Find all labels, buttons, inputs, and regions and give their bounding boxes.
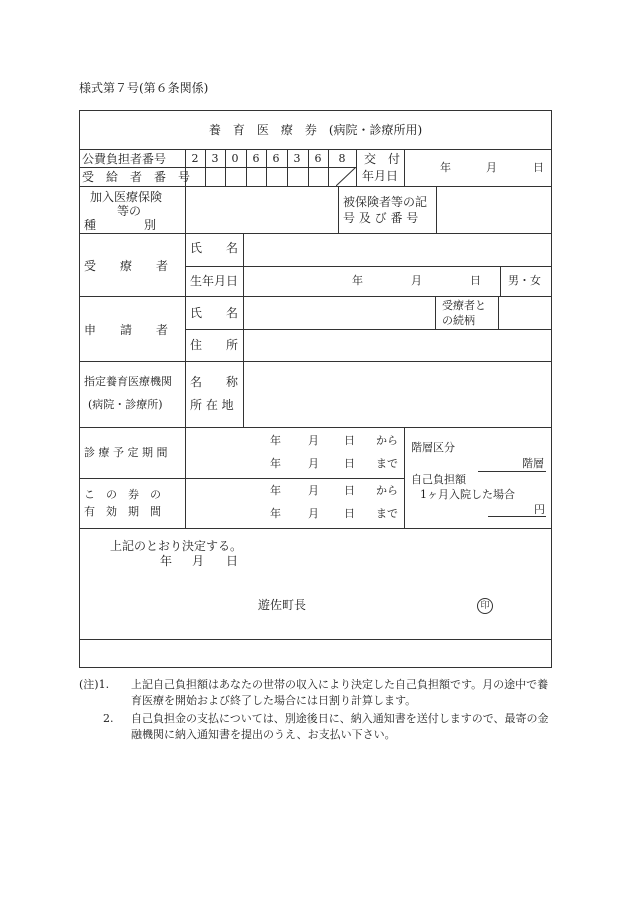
validity-from: から <box>376 484 398 497</box>
period-month: 月 <box>308 457 319 470</box>
insurance-label-2: 等の <box>117 204 142 218</box>
applicant-label: 申 請 者 <box>84 323 169 337</box>
patient-label: 受 療 者 <box>84 259 169 273</box>
form-number: 様式第７号(第６条関係) <box>79 81 209 95</box>
note-text: 自己負担金の支払については、別途後日に、納入通知書を送付しますので、最寄の金融機関に納入通知書を提出のうえ、お支払い下さい。 <box>131 711 549 741</box>
note-item <box>79 677 559 709</box>
payer-digit: 3 <box>211 152 219 165</box>
payer-digit: 0 <box>231 152 239 165</box>
treatment-period-label: 診 療 予 定 期 間 <box>84 446 168 459</box>
insured-symbol-label: 被保険者等の記 <box>343 195 428 209</box>
payer-digit: 6 <box>272 152 280 165</box>
seal-icon: 印 <box>477 598 493 614</box>
validity-year: 年 <box>270 507 281 520</box>
validity-until: まで <box>376 507 398 520</box>
period-until: まで <box>376 457 398 470</box>
payer-digit: 6 <box>314 152 322 165</box>
address-label: 住 所 <box>190 338 239 352</box>
decision-day: 日 <box>226 554 239 568</box>
validity-period-label: 有 効 期 間 <box>84 505 161 518</box>
sex-option: 男・女 <box>508 274 541 287</box>
insurance-label: 加入医療保険 <box>90 190 163 204</box>
period-month: 月 <box>308 434 319 447</box>
copay-yen-unit: 円 <box>534 503 545 516</box>
relation-label-2: の続柄 <box>442 314 475 327</box>
decision-text: 上記のとおり決定する。 <box>110 539 243 553</box>
period-year: 年 <box>270 434 281 447</box>
applicant-name-label: 氏 名 <box>190 306 239 320</box>
mayor-title: 遊佐町長 <box>258 598 307 612</box>
copay-label: 自己負担額 <box>411 473 466 486</box>
note-text: 上記自己負担額はあなたの世帯の収入により決定した自己負担額です。月の途中で養育医療を開始および終了した場合には日割り計算します。 <box>131 678 549 707</box>
period-day: 日 <box>344 457 355 470</box>
dob-year: 年 <box>352 274 363 287</box>
validity-day: 日 <box>344 484 355 497</box>
validity-day: 日 <box>344 507 355 520</box>
recipient-number-label: 受 給 者 番 号 <box>82 170 191 184</box>
voucher-title: 養 育 医 療 券 (病院・診療所用) <box>208 123 423 137</box>
relation-label: 受療者と <box>442 299 486 312</box>
decision-year: 年 <box>160 554 173 568</box>
patient-name-label: 氏 名 <box>190 241 239 255</box>
public-payer-label: 公費負担者番号 <box>82 152 167 166</box>
institution-type-label: (病院・診療所) <box>88 398 163 411</box>
inst-name-label: 名 称 <box>190 375 239 389</box>
institution-label: 指定養育医療機関 <box>84 375 172 388</box>
insured-number-label: 号 及 び 番 号 <box>343 211 419 225</box>
note-number: (注)1. <box>79 678 110 691</box>
income-class-label: 階層区分 <box>411 441 455 454</box>
note-item <box>79 711 559 743</box>
issue-year: 年 <box>440 161 451 174</box>
issue-label: 交 付 <box>364 152 401 166</box>
income-class-unit: 階層 <box>522 457 544 470</box>
insurance-type-label: 種 別 <box>84 218 157 232</box>
copay-condition: 1ヶ月入院した場合 <box>420 488 515 501</box>
issue-date-label: 年月日 <box>362 169 399 183</box>
validity-month: 月 <box>308 484 319 497</box>
period-day: 日 <box>344 434 355 447</box>
payer-digit: 3 <box>293 152 301 165</box>
patient-dob-label: 生年月日 <box>190 274 239 288</box>
medical-voucher-form <box>79 110 552 668</box>
period-from: から <box>376 434 398 447</box>
inst-location-label: 所 在 地 <box>190 398 234 412</box>
payer-digit: 2 <box>191 152 199 165</box>
note-number: 2. <box>103 711 114 725</box>
payer-digit: 6 <box>252 152 260 165</box>
dob-day: 日 <box>470 274 481 287</box>
issue-day: 日 <box>533 161 544 174</box>
validity-month: 月 <box>308 507 319 520</box>
diagonal-slash <box>336 167 356 186</box>
validity-year: 年 <box>270 484 281 497</box>
notes <box>79 677 559 743</box>
dob-month: 月 <box>411 274 422 287</box>
period-year: 年 <box>270 457 281 470</box>
issue-month: 月 <box>486 161 497 174</box>
validity-label: こ の 券 の <box>84 488 161 501</box>
decision-month: 月 <box>192 554 205 568</box>
payer-digit: 8 <box>338 152 346 165</box>
